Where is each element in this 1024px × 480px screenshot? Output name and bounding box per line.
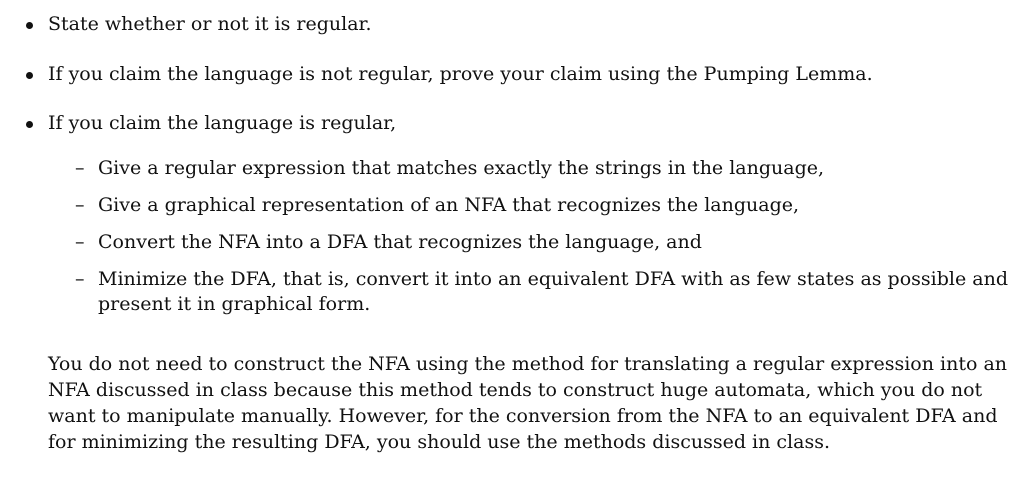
bullet-item xyxy=(0,12,1008,37)
instructions-paragraph: You do not need to construct the NFA using the method for translating a regular expression into an NFA discussed in class because this method tends to construct huge automata, which you do not want to manipulate manually. However, for the conversion from the NFA to an equivalent DFA and for minimizing the resulting DFA, you should use the methods discussed in class. xyxy=(48,353,1008,453)
sub-bullet-item xyxy=(0,267,1010,317)
bullet-text: If you claim the language is not regular, prove your claim using the Pumping Lemma. xyxy=(48,63,873,85)
bullet-text: State whether or not it is regular. xyxy=(48,13,372,35)
bullet-dot-icon xyxy=(26,121,33,128)
dash-marker: – xyxy=(75,268,85,290)
bullet-dot-icon xyxy=(26,22,33,29)
dash-marker: – xyxy=(75,194,85,216)
bullet-dot-icon xyxy=(26,72,33,79)
bullet-item xyxy=(0,111,1008,136)
sub-bullet-list xyxy=(0,156,1010,317)
bullet-item xyxy=(0,62,1008,87)
sub-bullet-item xyxy=(0,156,1010,181)
sub-bullet-text: Convert the NFA into a DFA that recognizes the language, and xyxy=(98,231,702,253)
sub-bullet-item xyxy=(0,230,1010,255)
sub-bullet-text: Minimize the DFA, that is, convert it into an equivalent DFA with as few states as possible and present it in graphical form. xyxy=(98,268,1008,315)
sub-bullet-item xyxy=(0,193,1010,218)
dash-marker: – xyxy=(75,157,85,179)
sub-bullet-text: Give a regular expression that matches exactly the strings in the language, xyxy=(98,157,825,179)
dash-marker: – xyxy=(75,231,85,253)
bullet-text: If you claim the language is regular, xyxy=(48,112,397,134)
sub-bullet-text: Give a graphical representation of an NFA that recognizes the language, xyxy=(98,194,800,216)
